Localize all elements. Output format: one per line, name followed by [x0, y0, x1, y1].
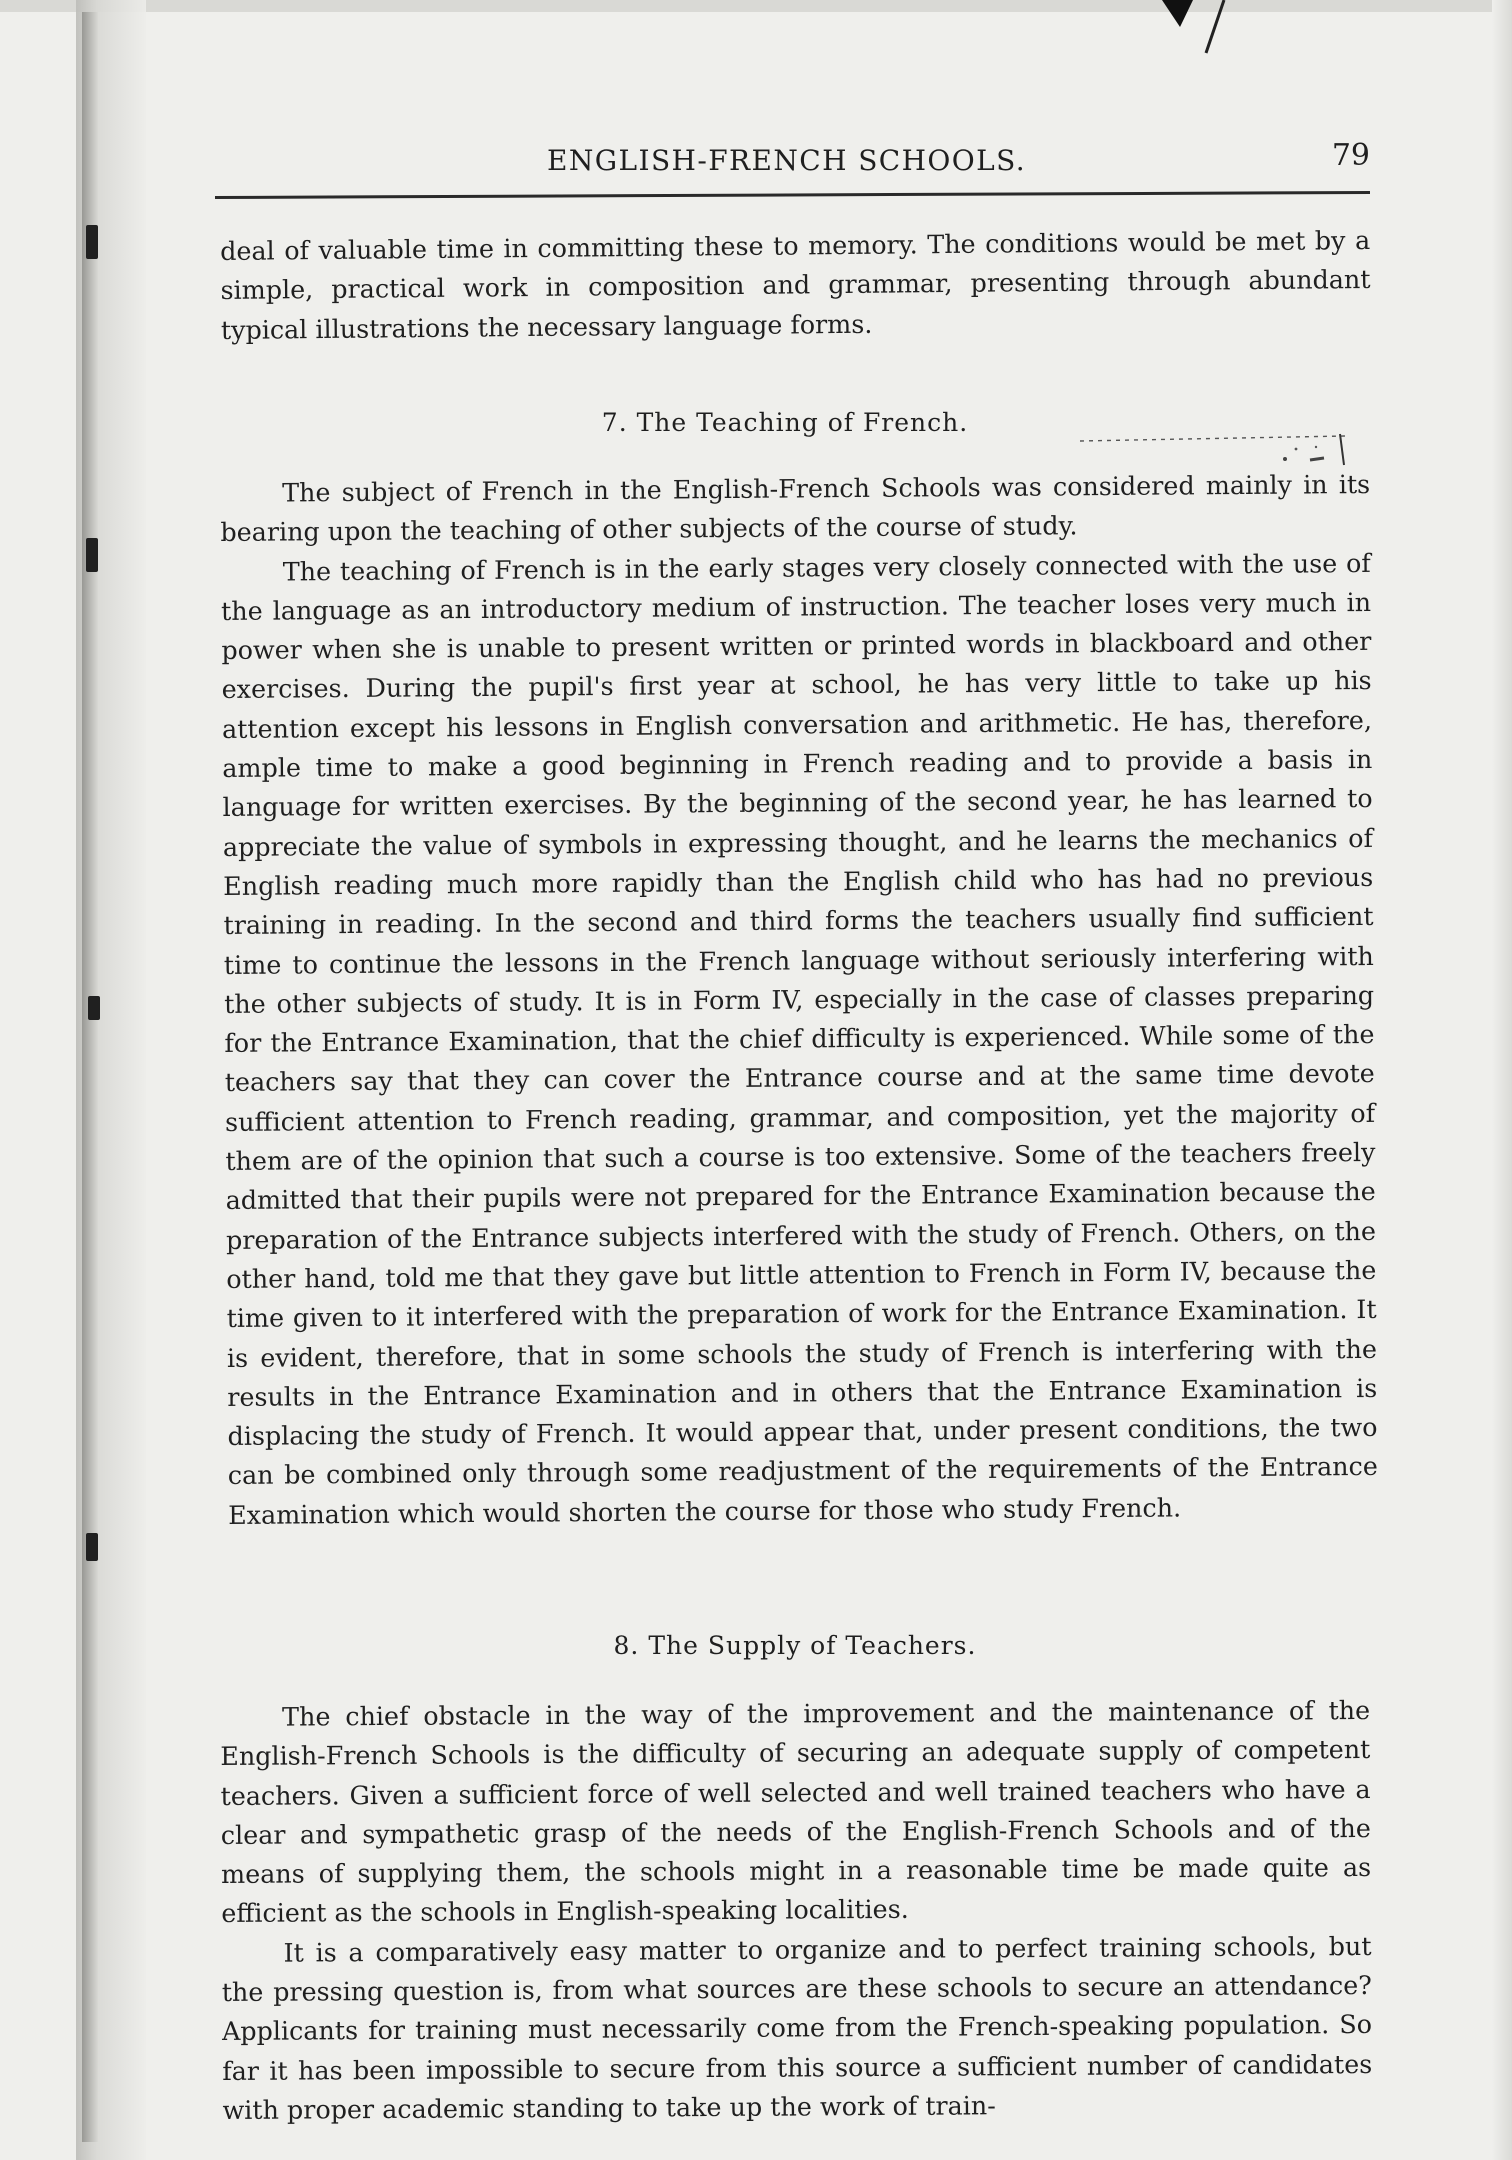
section-8-paragraph-1: The chief obstacle in the way of the improvement and the maintenance of the English-French Schools is the difficulty of securing an adequate supply of competent teachers. Given a sufficient force of well selected and well trained teachers who have a clear and sympathetic grasp of the needs of the English-French Schools and of the means of supplying them, the schools might in a reasonable time be made quite as efficient as the schools in English-speaking localities. [220, 1694, 1372, 1929]
margin-mark-bottom [86, 1533, 98, 1561]
section-8-text [220, 1691, 1373, 2130]
section-7-paragraph-2: The teaching of French is in the early stages very closely connected with the use of the language as an introductory medium of instruction. The teacher loses very much in power when she is unable to present written or printed words in blackboard and other exercises. During the pupil's first year at school, he has very little to take up his attention except his lessons in English conversation and arithmetic. He has, therefore, ample time to make a good beginning in French reading and to provide a basis in language for written exercises. By the beginning of the second year, he has learned to appreciate the value of symbols in expressing thought, and he learns the mechanics of English reading much more rapidly than the English child who has had no previous training in reading. In the second and third forms the teachers usually find sufficient time to continue the lessons in the French language without seriously interfering with the other subjects of study. It is in Form IV, especially in the case of classes preparing for the Entrance Examination, that the chief difficulty is experienced. While some of the teachers say that they can cover the Entrance course and at the same time devote sufficient attention to French reading, grammar, and composition, yet the majority of them are of the opinion that such a course is too extensive. Some of the teachers freely admitted that their pupils were not prepared for the Entrance Examination because the preparation of the Entrance subjects interfered with the study of French. Others, on the other hand, told me that they gave but little attention to French in Form IV, because the time given to it interfered with the preparation of work for the Entrance Examination. It is evident, therefore, that in some schools the study of French is interfering with the results in the Entrance Examination and in others that the Entrance Examination is displacing the study of French. It would appear that, under present conditions, the two can be combined only through some readjustment of the requirements of the Entrance Examination which would shorten the course for those who study French. [220, 547, 1378, 1530]
section-7-heading: 7. The Teaching of French. [601, 408, 969, 437]
header-rule [215, 191, 1370, 199]
section-7-paragraph-1: The subject of French in the English-French Schools was considered mainly in its bearing upon the teaching of other subjects of the course of study. [220, 468, 1371, 548]
margin-mark-middle [86, 538, 98, 572]
intro-paragraph: deal of valuable time in committing these to memory. The conditions would be met by a simple, practical work in composition and grammar, presenting through abundant typical illustrations the necessary language forms. [220, 224, 1371, 345]
running-head: ENGLISH-FRENCH SCHOOLS. [547, 144, 1027, 177]
margin-mark-upper [86, 225, 98, 259]
section-8-paragraph-2: It is a comparatively easy matter to organize and to perfect training schools, but the pressing question is, from what sources are these schools to secure an attendance? Applicants for training must necessarily come from the French-speaking population. So far it has been impossible to secure from this source a sufficient number of candidates with proper academic standing to take up the work of train- [221, 1930, 1373, 2125]
section-7-text [220, 465, 1378, 1535]
corner-tick-mark [1162, 0, 1248, 66]
page-header [215, 138, 1370, 208]
section-8-heading: 8. The Supply of Teachers. [613, 1631, 977, 1660]
page-right-edge [1492, 0, 1512, 2160]
margin-mark-lower [88, 996, 100, 1020]
page-number: 79 [1331, 138, 1370, 173]
intro-paragraph-block [220, 221, 1371, 350]
scan-top-edge [0, 0, 1512, 12]
book-spine-edge [82, 12, 98, 2142]
